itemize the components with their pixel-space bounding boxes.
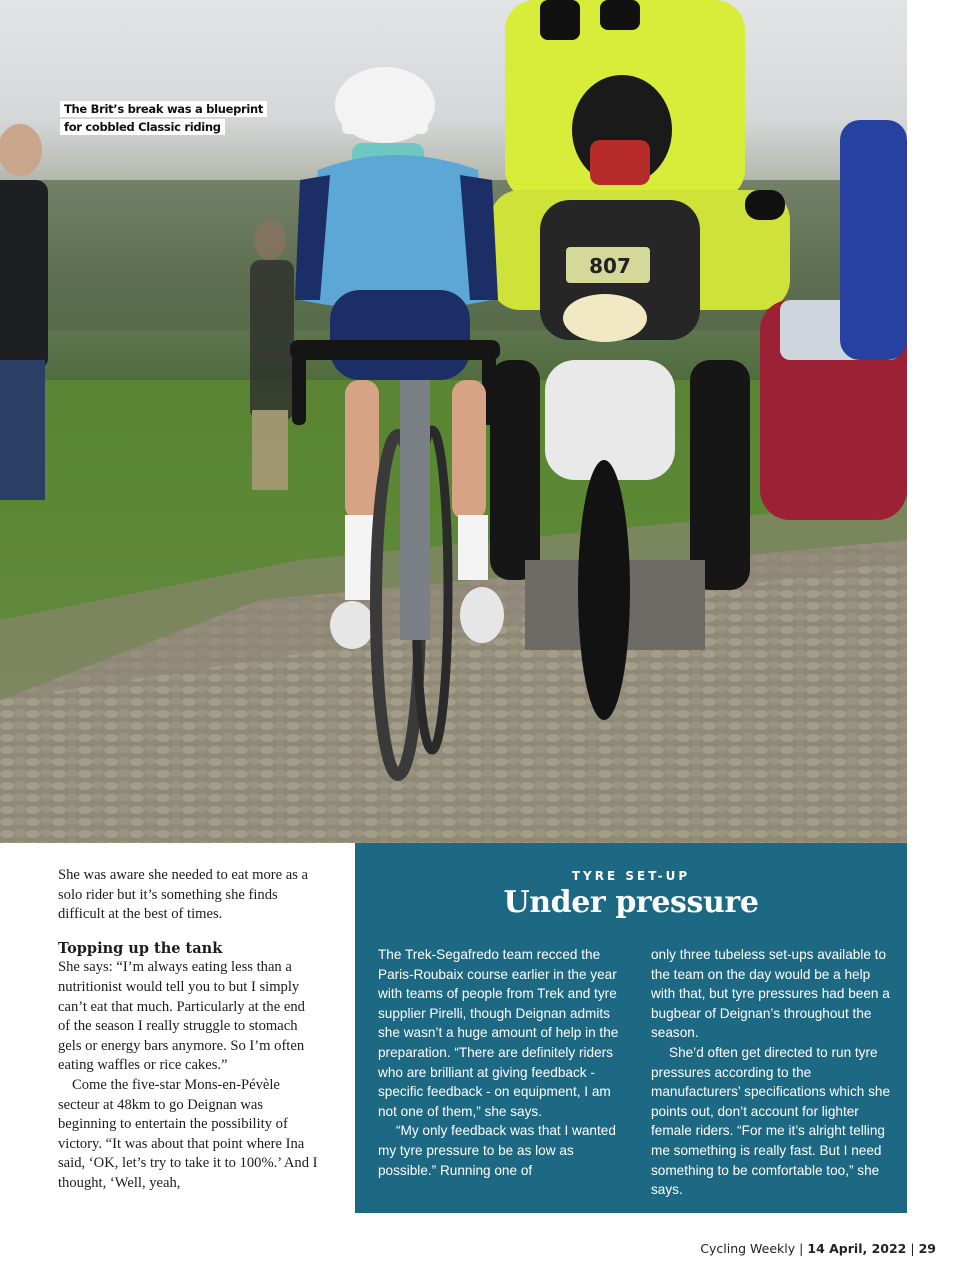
subheading: Topping up the tank xyxy=(58,939,223,957)
body-paragraph: She says: “I’m always eating less than a nutritionist would tell you to but I simply can’t eat that much. Particularly at the end of the season I really struggle to stomach gels or energy bars anymore. So I’m often eating waffles or rice cakes.” xyxy=(58,959,305,1074)
boxout-paragraph: She’d often get directed to run tyre pressures according to the manufacturers’ specifications which she points out, don’t account for lighter female riders. “For me it’s alright telling me something is really fast. But I need something to be comfortable too,” she says. xyxy=(651,1044,891,1198)
boxout-column-2 xyxy=(651,945,891,1200)
boxout-paragraph: The Trek-Segafredo team recced the Paris-Roubaix course earlier in the year with teams of people from Trek and tyre supplier Pirelli, though Deignan admits she wasn’t a huge amount of help in the preparation. “There are definitely riders who are brilliant at giving feedback - specific feedback - on equipment, I am not one of them,” she says. xyxy=(378,947,619,1119)
issue-date: 14 April, 2022 xyxy=(807,1241,907,1256)
caption-line-1: The Brit’s break was a blueprint xyxy=(60,101,267,117)
number-plate-text: 807 xyxy=(589,254,631,278)
tyre-setup-boxout xyxy=(355,843,907,1213)
boxout-paragraph: “My only feedback was that I wanted my tyre pressure to be as low as possible.” Running one of xyxy=(378,1123,616,1178)
intro-paragraph: She was aware she needed to eat more as a solo rider but it’s something she finds difficult at the best of times. xyxy=(58,867,309,923)
page-footer: Cycling Weekly | 14 April, 2022 | 29 xyxy=(700,1241,936,1256)
photo-caption xyxy=(60,100,267,136)
caption-line-2: for cobbled Classic riding xyxy=(60,119,225,135)
body-paragraph: Come the five-star Mons-en-Pévèle secteur at 48km to go Deignan was beginning to entertain the possibility of victory. “It was about that point where Ina said, ‘OK, let’s try to take it to 100%.’ And I thought, ‘Well, yeah, xyxy=(58,1076,318,1191)
article-body-column xyxy=(58,866,320,1194)
boxout-column-1 xyxy=(378,945,624,1180)
boxout-heading: Under pressure xyxy=(503,885,759,920)
boxout-paragraph: only three tubeless set-ups available to the team on the day would be a help with that, but tyre pressures had been a bugbear of Deignan’s throughout the season. xyxy=(651,947,890,1041)
page-number: 29 xyxy=(918,1241,936,1256)
boxout-kicker: TYRE SET-UP xyxy=(571,869,691,883)
magazine-name: Cycling Weekly xyxy=(700,1241,796,1256)
